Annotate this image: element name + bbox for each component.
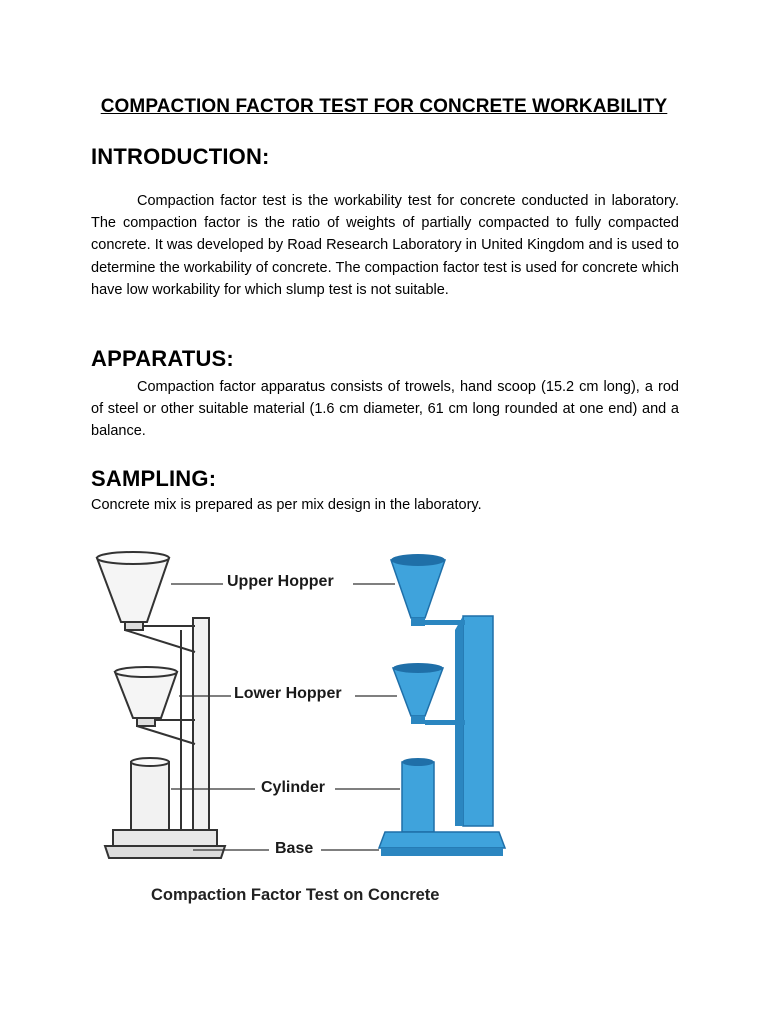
figure-caption: Compaction Factor Test on Concrete	[151, 886, 440, 904]
document-title: COMPACTION FACTOR TEST FOR CONCRETE WORKABILITY	[100, 96, 668, 117]
introduction-paragraph: Compaction factor test is the workability test for concrete conducted in laboratory. The compaction factor is the ratio of weights of partially compacted to fully compacted concrete. It was developed by Road Research Laboratory in United Kingdom and is used to determine the workability of concrete. The compaction factor test is used for concrete which have low workability for which slump test is not suitable.	[91, 193, 679, 298]
blue-apparatus	[379, 554, 505, 856]
apparatus-heading: APPARATUS:	[91, 346, 234, 371]
cylinder-label: Cylinder	[261, 779, 326, 796]
line-drawing-apparatus	[97, 552, 225, 858]
apparatus-figure	[85, 530, 605, 920]
sampling-paragraph: Concrete mix is prepared as per mix design in the laboratory.	[91, 497, 482, 513]
introduction-heading: INTRODUCTION:	[91, 144, 270, 169]
base-label: Base	[275, 840, 314, 857]
apparatus-paragraph: Compaction factor apparatus consists of trowels, hand scoop (15.2 cm long), a rod of steel or other suitable material (1.6 cm diameter, 61 cm long rounded at one end) and a balance.	[91, 379, 679, 440]
upper-hopper-label: Upper Hopper	[227, 573, 334, 590]
lower-hopper-label: Lower Hopper	[234, 685, 342, 702]
apparatus-illustration	[85, 530, 605, 920]
sampling-heading: SAMPLING:	[91, 466, 217, 491]
